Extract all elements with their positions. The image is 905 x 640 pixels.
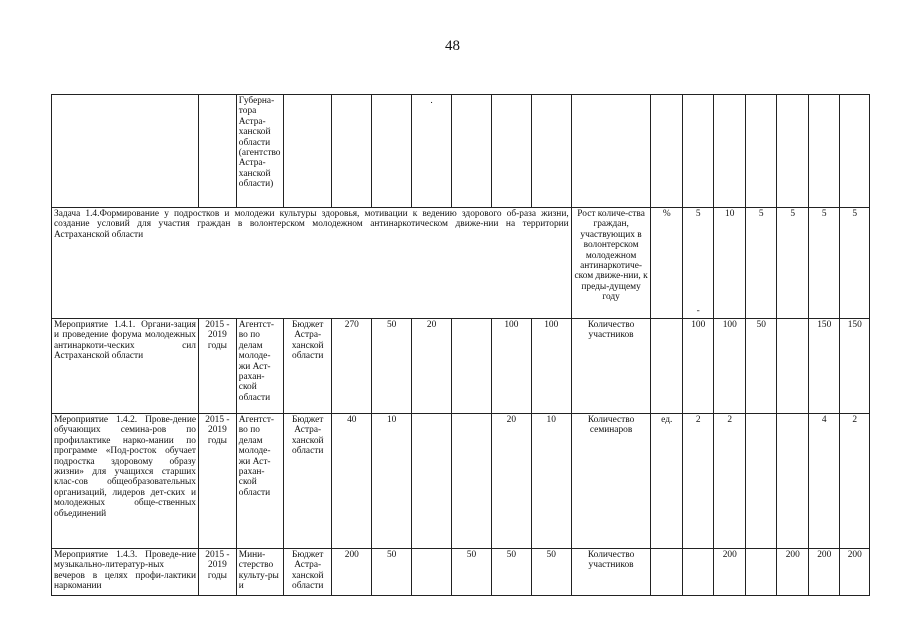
indicator-cell: Количество семинаров <box>571 414 651 549</box>
value-cell: 200 <box>714 549 746 596</box>
value-cell: 200 <box>777 549 809 596</box>
event-cell: Мероприятие 1.4.2. Прове-дение обучающих семина-ров по профилактике нарко-мании по программе «Под-росток обучает подростка здоровому образу жизни» для учащихся старших клас-сов общеобразовательных организаций, лидеров дет-ских и молодежных обще-ственных объединений <box>52 414 199 549</box>
source-cell: Бюджет Астра-ханской области <box>284 319 332 414</box>
funding-cell: 20 <box>491 414 531 549</box>
value-cell: 200 <box>840 549 870 596</box>
value-cell: 5 <box>808 208 840 319</box>
value-cell: 5 <box>840 208 870 319</box>
table-row <box>52 414 870 549</box>
period-cell: 2015 - 2019 годы <box>199 414 237 549</box>
event-cell <box>52 95 199 208</box>
indicator-cell: Рост количе-ства граждан, участвующих в волонтерском молодежном антинаркотиче-ском движе-нии, к преды-дущему году <box>571 208 651 319</box>
value-cell: 100 <box>714 319 746 414</box>
value-cell: 150 <box>840 319 870 414</box>
executor-cell: Губерна-тора Астра-ханской области (агентство Астра-ханской области) <box>236 95 283 208</box>
value-cell <box>777 414 809 549</box>
funding-cell: 40 <box>332 414 372 549</box>
event-cell: Мероприятие 1.4.1. Органи-зация и проведение форума молодежных антинаркоти-ческих сил Астраханской области <box>52 319 199 414</box>
value-cell <box>745 549 777 596</box>
value-cell <box>682 549 714 596</box>
value-cell: 5 <box>682 208 714 319</box>
value-cell: 2 <box>714 414 746 549</box>
value-cell: 200 <box>808 549 840 596</box>
period-cell: 2015 - 2019 годы <box>199 319 237 414</box>
value-cell: 4 <box>808 414 840 549</box>
funding-cell: 50 <box>531 549 571 596</box>
executor-cell: Агентст-во по делам молоде-жи Аст-рахан-ской области <box>236 319 283 414</box>
value-cell <box>777 319 809 414</box>
source-cell <box>284 95 332 208</box>
indicator-cell: Количество участников <box>571 319 651 414</box>
unit-cell <box>651 319 683 414</box>
value-cell: 2 <box>682 414 714 549</box>
funding-cell <box>412 549 452 596</box>
value-cell: 5 <box>777 208 809 319</box>
dash-mark: - <box>696 306 700 316</box>
unit-cell <box>651 549 683 596</box>
value-cell: 150 <box>808 319 840 414</box>
funding-cell <box>412 414 452 549</box>
funding-cell: 10 <box>531 414 571 549</box>
funding-cell: 100 <box>531 319 571 414</box>
source-cell: Бюджет Астра-ханской области <box>284 414 332 549</box>
value-cell: 10 <box>714 208 746 319</box>
period-cell <box>199 95 237 208</box>
program-table <box>51 94 870 596</box>
value-cell <box>745 414 777 549</box>
unit-cell: % <box>651 208 683 319</box>
task-text: Задача 1.4.Формирование у подростков и молодежи культуры здоровья, мотивации к ведению здорового об-раза жизни, создание условий для участия граждан в волонтерском молодежном антинаркотическом движе-нии на территории Астраханской области <box>52 208 572 319</box>
funding-cell: 50 <box>491 549 531 596</box>
table-row <box>52 549 870 596</box>
source-cell: Бюджет Астра-ханской области <box>284 549 332 596</box>
funding-cell: 50 <box>372 549 412 596</box>
funding-cell: 100 <box>491 319 531 414</box>
period-cell: 2015 - 2019 годы <box>199 549 237 596</box>
funding-cell: 200 <box>332 549 372 596</box>
funding-cell <box>452 319 492 414</box>
value-cell: - 100 <box>682 319 714 414</box>
funding-cell: 50 <box>452 549 492 596</box>
funding-cell: 270 <box>332 319 372 414</box>
value-cell: 5 <box>745 208 777 319</box>
table-row <box>52 319 870 414</box>
table-row <box>52 208 870 319</box>
value-cell: 2 <box>840 414 870 549</box>
page-number: 48 <box>445 38 460 54</box>
funding-cell <box>452 414 492 549</box>
funding-cell: 20 <box>412 319 452 414</box>
executor-cell: Агентст-во по делам молоде-жи Аст-рахан-ской области <box>236 414 283 549</box>
funding-cell: 10 <box>372 414 412 549</box>
value-cell: 50 <box>745 319 777 414</box>
table-row <box>52 95 870 208</box>
stray-dot: . <box>412 95 452 208</box>
event-cell: Мероприятие 1.4.3. Проведе-ние музыкально-литератур-ных вечеров в целях профи-лактики наркомании <box>52 549 199 596</box>
executor-cell: Мини-стерство культу-ры и <box>236 549 283 596</box>
indicator-cell: Количество участников <box>571 549 651 596</box>
funding-cell: 50 <box>372 319 412 414</box>
unit-cell: ед. <box>651 414 683 549</box>
